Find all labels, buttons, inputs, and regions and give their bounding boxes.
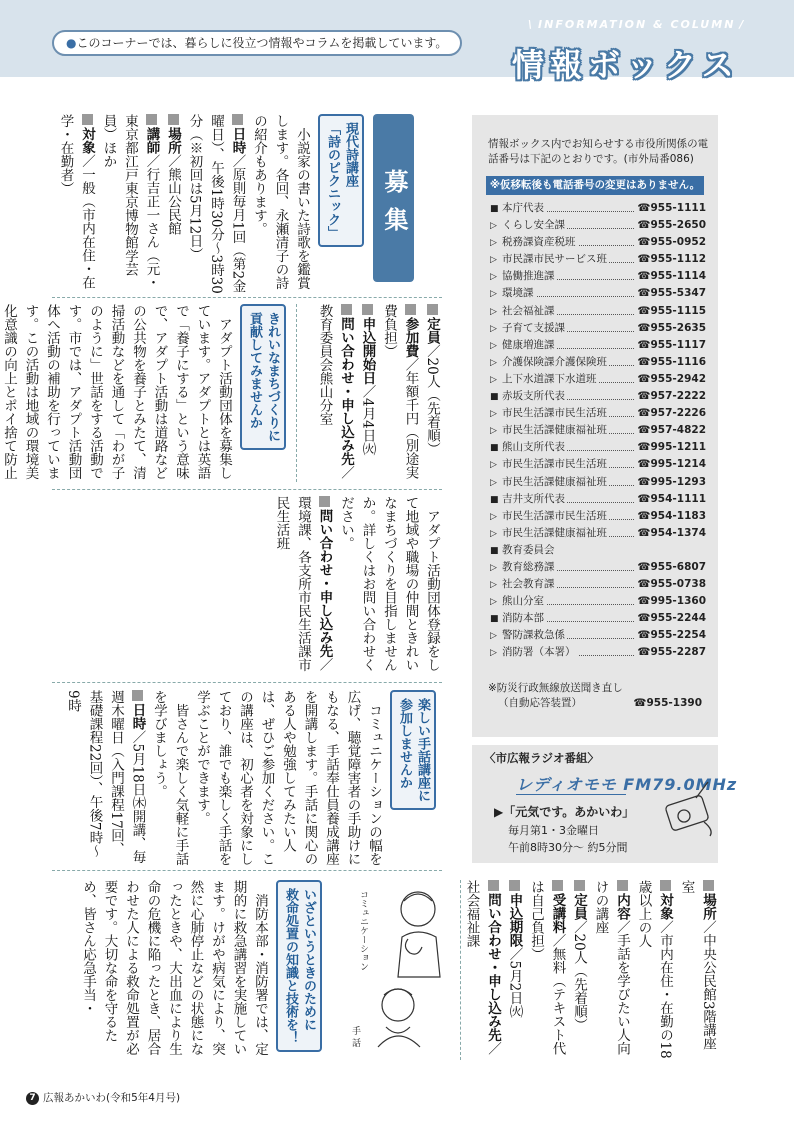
- article-body: 小説家の書いた詩歌を鑑賞します。各回、永瀬清子の詩の紹介もあります。: [251, 114, 310, 290]
- footer-text: 広報あかいわ(令和5年4月号): [43, 1092, 181, 1104]
- intro-text: このコーナーでは、暮らしに役立つ情報やコラムを掲載しています。: [76, 36, 448, 50]
- bullet-icon: ●: [66, 36, 77, 50]
- directory-entry: ▷ 社会教育課 ☎955-0738: [490, 576, 706, 593]
- directory-entry: ■ 本庁代表 ☎955-1111: [490, 200, 706, 217]
- page-title: 情報ボックス: [512, 46, 740, 84]
- directory-entry: ▷ 上下水道課下水道班 ☎955-2942: [490, 371, 706, 388]
- article-poetry-course-cont: [300, 304, 442, 482]
- phone-directory: [472, 115, 718, 737]
- directory-entry: ▷ 市民生活課健康福祉班 ☎957-4822: [490, 422, 706, 439]
- directory-entry: ▷ 教育総務課 ☎955-6807: [490, 559, 706, 576]
- place-line: 場所／熊山公民館: [162, 114, 184, 294]
- illustration-label: コミュニケーション: [358, 890, 368, 971]
- capacity-line: 定員／20人（先着順）: [568, 880, 590, 1060]
- radio-schedule: 毎月第1・3金曜日: [508, 824, 599, 837]
- radio-label: 〈市広報ラジオ番組〉: [484, 751, 599, 765]
- directory-entry: ▷ 市民生活課健康福祉班 ☎954-1374: [490, 525, 706, 542]
- directory-entry: ▷ 税務課資産税班 ☎955-0952: [490, 234, 706, 251]
- radio-time: 午前8時30分～ 約5分間: [508, 841, 628, 854]
- content-line: 内容／手話を学びたい人向けの講座: [592, 880, 630, 1055]
- article-sign-language-cont: [463, 880, 718, 1060]
- article-body: 消防本部・消防署では、定期的に救急講習を実施しています。けがや病気により、突然に心肺停止などの状態になったときや、大出血により生命の危機に陥ったとき、居合わせた人による救命処置が必要です。大切な命を守るため、皆さん応急手当・: [80, 880, 268, 1056]
- directory-entry: ▷ 介護保険課介護保険班 ☎955-1116: [490, 354, 706, 371]
- place-line: 場所／中央公民館3階講座室: [678, 880, 716, 1051]
- article-heading: 現代詩講座 「詩のピクニック」: [318, 114, 364, 247]
- directory-entry: ■ 熊山支所代表 ☎995-1211: [490, 439, 706, 456]
- directory-list: [490, 200, 706, 662]
- directory-entry: ▷ 協働推進課 ☎955-1114: [490, 268, 706, 285]
- recruit-tag: 募集: [373, 114, 414, 282]
- directory-entry: ▷ 健康増進課 ☎955-1117: [490, 337, 706, 354]
- directory-entry: ■ 消防本部 ☎955-2244: [490, 610, 706, 627]
- article-first-aid: [52, 880, 328, 1060]
- directory-entry: ▷ 子育て支援課 ☎955-2635: [490, 320, 706, 337]
- article-poetry-course: [52, 114, 370, 294]
- directory-entry: ▷ 市民生活課市民生活班 ☎995-1214: [490, 456, 706, 473]
- header-band: [0, 0, 794, 84]
- page-footer: [26, 1090, 180, 1105]
- directory-footnote: ※防災行政無線放送聞き直し （自動応答装置） ☎955-1390: [488, 682, 702, 709]
- date-line: 日時／原則毎月1回（第2金曜日）、午後1時30分～3時30分（※初回は5月12日）: [186, 114, 246, 294]
- target-line: 対象／市内在住・在勤の18歳以上の人: [635, 880, 673, 1059]
- contact-line: 問い合わせ・申し込み先／環境課、各支所市民生活課市民生活班: [273, 496, 333, 672]
- directory-entry: ■ 赤坂支所代表 ☎957-2222: [490, 388, 706, 405]
- directory-intro: 情報ボックス内でお知らせする市役所関係の電話番号は下記のとおりです。(市外局番086): [488, 138, 709, 165]
- radio-icon: [660, 778, 716, 838]
- directory-entry: ▷ 市民生活課市民生活班 ☎954-1183: [490, 508, 706, 525]
- article-body-2: アダプト活動団体登録をして地域や職場の仲間ときれいなまちづくりを目指しませんか。詳しくはお問い合わせください。: [338, 496, 440, 672]
- directory-entry: ▷ 社会福祉課 ☎955-1115: [490, 303, 706, 320]
- capacity-line: 定員／20人（先着順）: [421, 304, 443, 482]
- directory-entry: ■ 吉井支所代表 ☎954-1111: [490, 491, 706, 508]
- directory-entry: ▷ 警防課救急係 ☎955-2254: [490, 627, 706, 644]
- article-sign-language: [52, 690, 442, 866]
- footnote-tel: ☎955-1390: [633, 697, 702, 709]
- directory-entry: ▷ 市民課市民サービス班 ☎955-1112: [490, 251, 706, 268]
- article-adopt-program: [1, 304, 292, 482]
- article-body: アダプト活動団体を募集しています。アダプトとは英語で「養子にする」という意味で、アダプト活動は道路などの公共物を養子とみたて、清掃活動などを通して「わが子のように」世話をする活動です。市では、アダプト活動団体へ活動の補助を行っています。この活動は地域の環境美化意識の向上とポイ捨て防止: [1, 304, 232, 480]
- directory-entry: ▷ 環境課 ☎955-5347: [490, 285, 706, 302]
- date-line: 日時／5月18日㈭開講、毎週木曜日（入門課程17回、基礎課程22回）、午後7時～9時: [65, 690, 146, 864]
- radio-station: レディオモモ FM79.0MHz: [516, 775, 738, 794]
- directory-entry: ■ 教育委員会: [490, 543, 555, 556]
- start-line: 申込開始日／4月4日㈫: [356, 304, 378, 482]
- fee-line: 参加費／年額千円（別途実費負担）: [381, 304, 419, 479]
- divider: [516, 794, 626, 795]
- directory-entry: ▷ くらし安全課 ☎955-2650: [490, 217, 706, 234]
- article-heading: いざというときのために 救命処置の知識と技術を！: [276, 880, 322, 1052]
- header-subtitle: \ INFORMATION & COLUMN /: [528, 18, 745, 31]
- contact-line: 問い合わせ・申し込み先／社会福祉課: [463, 880, 501, 1055]
- page-number: 7: [26, 1092, 39, 1105]
- intro-banner: [52, 30, 462, 56]
- radio-program-title: ▶「元気です。あかいわ」: [494, 805, 635, 819]
- directory-entry: ▷ 熊山分室 ☎995-1360: [490, 593, 706, 610]
- fee-line: 受講料／無料（テキスト代は自己負担）: [528, 880, 566, 1055]
- article-heading: きれいなまちづくりに 貢献してみませんか: [240, 304, 286, 450]
- article-body: コミュニケーションの幅を広げ、聴覚障害者の手助けにもなる、手話奉仕員養成講座を開講します。手話に関心のある人や勉強してみたい人は、ぜひご参加ください。この講座は、初心者を対象にしており、誰でも楽しく手話を学ぶことができます。: [194, 690, 382, 866]
- directory-entry: ▷ 市民生活課市民生活班 ☎957-2226: [490, 405, 706, 422]
- directory-entry: ▷ 消防署（本署） ☎955-2287: [490, 644, 706, 661]
- sign-language-illustration: [364, 877, 446, 1057]
- directory-notice: ※仮移転後も電話番号の変更はありません。: [486, 176, 704, 195]
- contact-line: 問い合わせ・申し込み先／教育委員会熊山分室: [316, 304, 354, 479]
- target-line: 対象／一般（市内在住・在学・在勤者）: [57, 114, 95, 289]
- article-heading: 楽しい手話講座に 参加しませんか: [390, 690, 436, 810]
- illustration-label: 手 話: [350, 1026, 360, 1047]
- article-adopt-program-cont: [110, 496, 442, 676]
- directory-entry: ▷ 市民生活課健康福祉班 ☎995-1293: [490, 474, 706, 491]
- article-body-2: 皆さんで楽しく気軽に手話を学びましょう。: [151, 690, 189, 866]
- deadline-line: 申込期限／5月2日㈫: [503, 880, 525, 1060]
- lecturer-line: 講師／行吉正一さん（元・東京都江戸東京博物館学芸員）ほか: [100, 114, 160, 289]
